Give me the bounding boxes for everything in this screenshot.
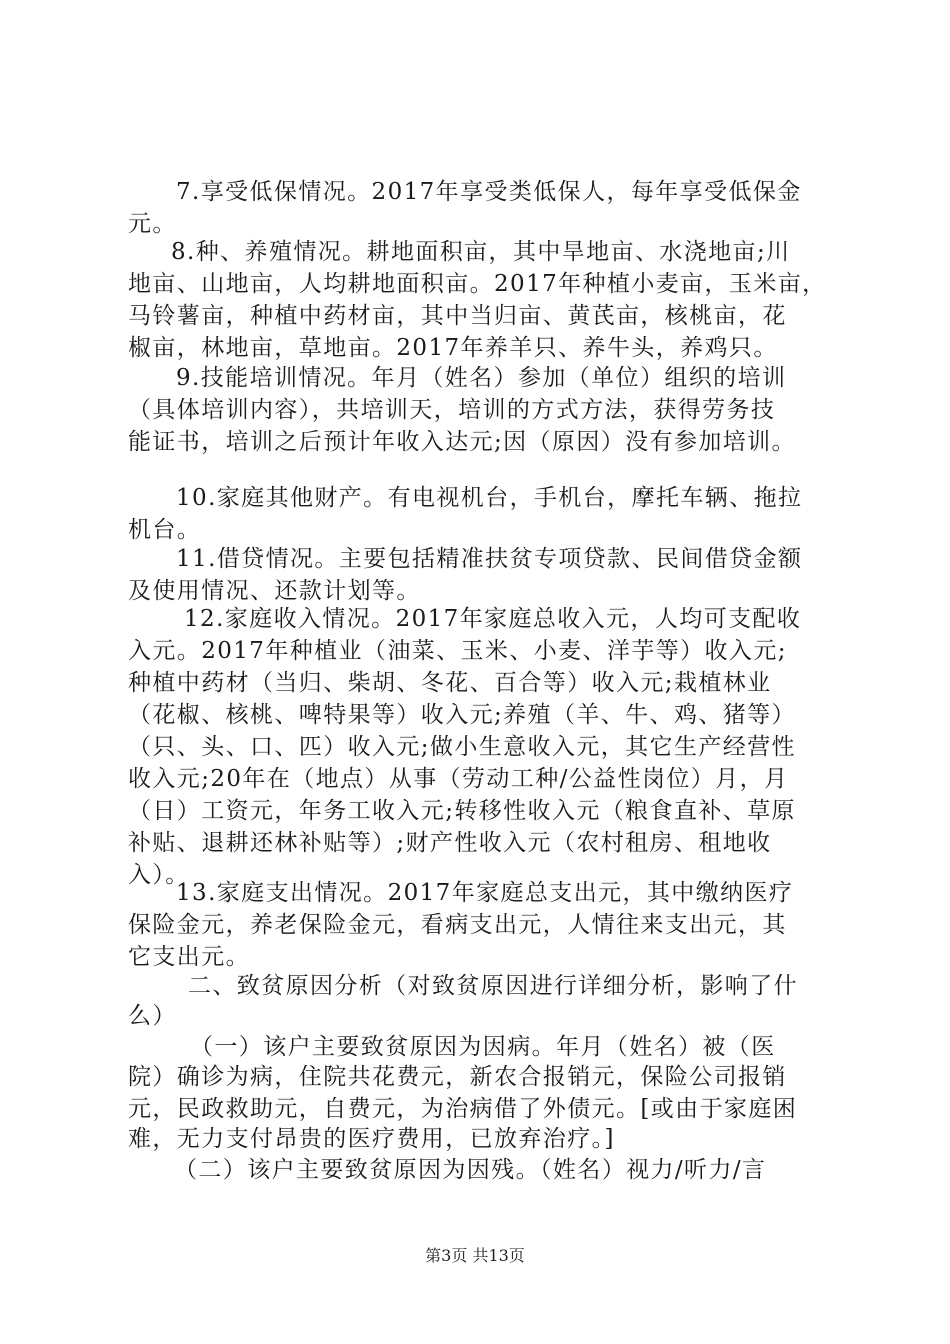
text-line: 13.家庭支出情况。2017年家庭总支出元，其中缴纳医疗	[176, 880, 794, 906]
text-line: 种植中药材（当归、柴胡、冬花、百合等）收入元;栽植林业	[128, 670, 772, 696]
section-heading: 二、致贫原因分析（对致贫原因进行详细分析，影响了什	[188, 973, 798, 999]
text-line: 院）确诊为病，住院共花费元，新农合报销元，保险公司报销	[128, 1064, 787, 1090]
text-line: 它支出元。	[128, 944, 250, 970]
text-line: 椒亩，林地亩，草地亩。2017年养羊只、养牛头，养鸡只。	[128, 335, 778, 361]
text-line: 9.技能培训情况。年月（姓名）参加（单位）组织的培训	[176, 365, 787, 391]
text-line: 入元。2017年种植业（油菜、玉米、小麦、洋芋等）收入元;	[128, 638, 787, 664]
text-line: 及使用情况、还款计划等。	[128, 578, 421, 604]
text-line: 么）	[128, 1003, 177, 1029]
text-line: 8.种、养殖情况。耕地面积亩，其中旱地亩、水浇地亩;川	[171, 239, 791, 265]
text-line: （花椒、核桃、啤特果等）收入元;养殖（羊、牛、鸡、猪等）	[128, 702, 796, 728]
text-line: （只、头、口、匹）收入元;做小生意收入元，其它生产经营性	[128, 734, 796, 760]
text-line: 保险金元，养老保险金元，看病支出元，人情往来支出元，其	[128, 912, 787, 938]
text-line: （日）工资元，年务工收入元;转移性收入元（粮食直补、草原	[128, 798, 796, 824]
text-line: 7.享受低保情况。2017年享受类低保人，每年享受低保金	[176, 179, 802, 205]
text-line: 11.借贷情况。主要包括精准扶贫专项贷款、民间借贷金额	[176, 546, 803, 572]
subsection-line: （一）该户主要致贫原因为因病。年月（姓名）被（医	[190, 1034, 776, 1060]
text-line: 马铃薯亩，种植中药材亩，其中当归亩、黄芪亩，核桃亩，花	[128, 303, 787, 329]
text-line: 元。	[128, 211, 177, 237]
text-line: 收入元;20年在（地点）从事（劳动工种/公益性岗位）月，月	[128, 766, 789, 792]
page-number-footer: 第3页 共13页	[425, 1246, 525, 1265]
text-line: 10.家庭其他财产。有电视机台，手机台，摩托车辆、拖拉	[176, 485, 803, 511]
subsection-line: （二）该户主要致贫原因为因残。（姓名）视力/听力/言	[174, 1157, 767, 1183]
text-line: 入）。	[128, 862, 190, 888]
text-line: 能证书，培训之后预计年收入达元;因（原因）没有参加培训。	[128, 429, 796, 455]
text-line: （具体培训内容），共培训天，培训的方式方法，获得劳务技	[128, 397, 776, 423]
text-line: 地亩、山地亩，人均耕地面积亩。2017年种植小麦亩，玉米亩，	[128, 271, 827, 297]
text-line: 补贴、退耕还林补贴等）;财产性收入元（农村租房、租地收	[128, 830, 772, 856]
text-line: 机台。	[128, 517, 202, 543]
text-line: 元，民政救助元，自费元，为治病借了外债元。[或由于家庭困	[128, 1096, 798, 1122]
text-line: 难，无力支付昂贵的医疗费用，已放弃治疗。]	[128, 1126, 615, 1152]
text-line: 12.家庭收入情况。2017年家庭总收入元，人均可支配收	[184, 606, 802, 632]
